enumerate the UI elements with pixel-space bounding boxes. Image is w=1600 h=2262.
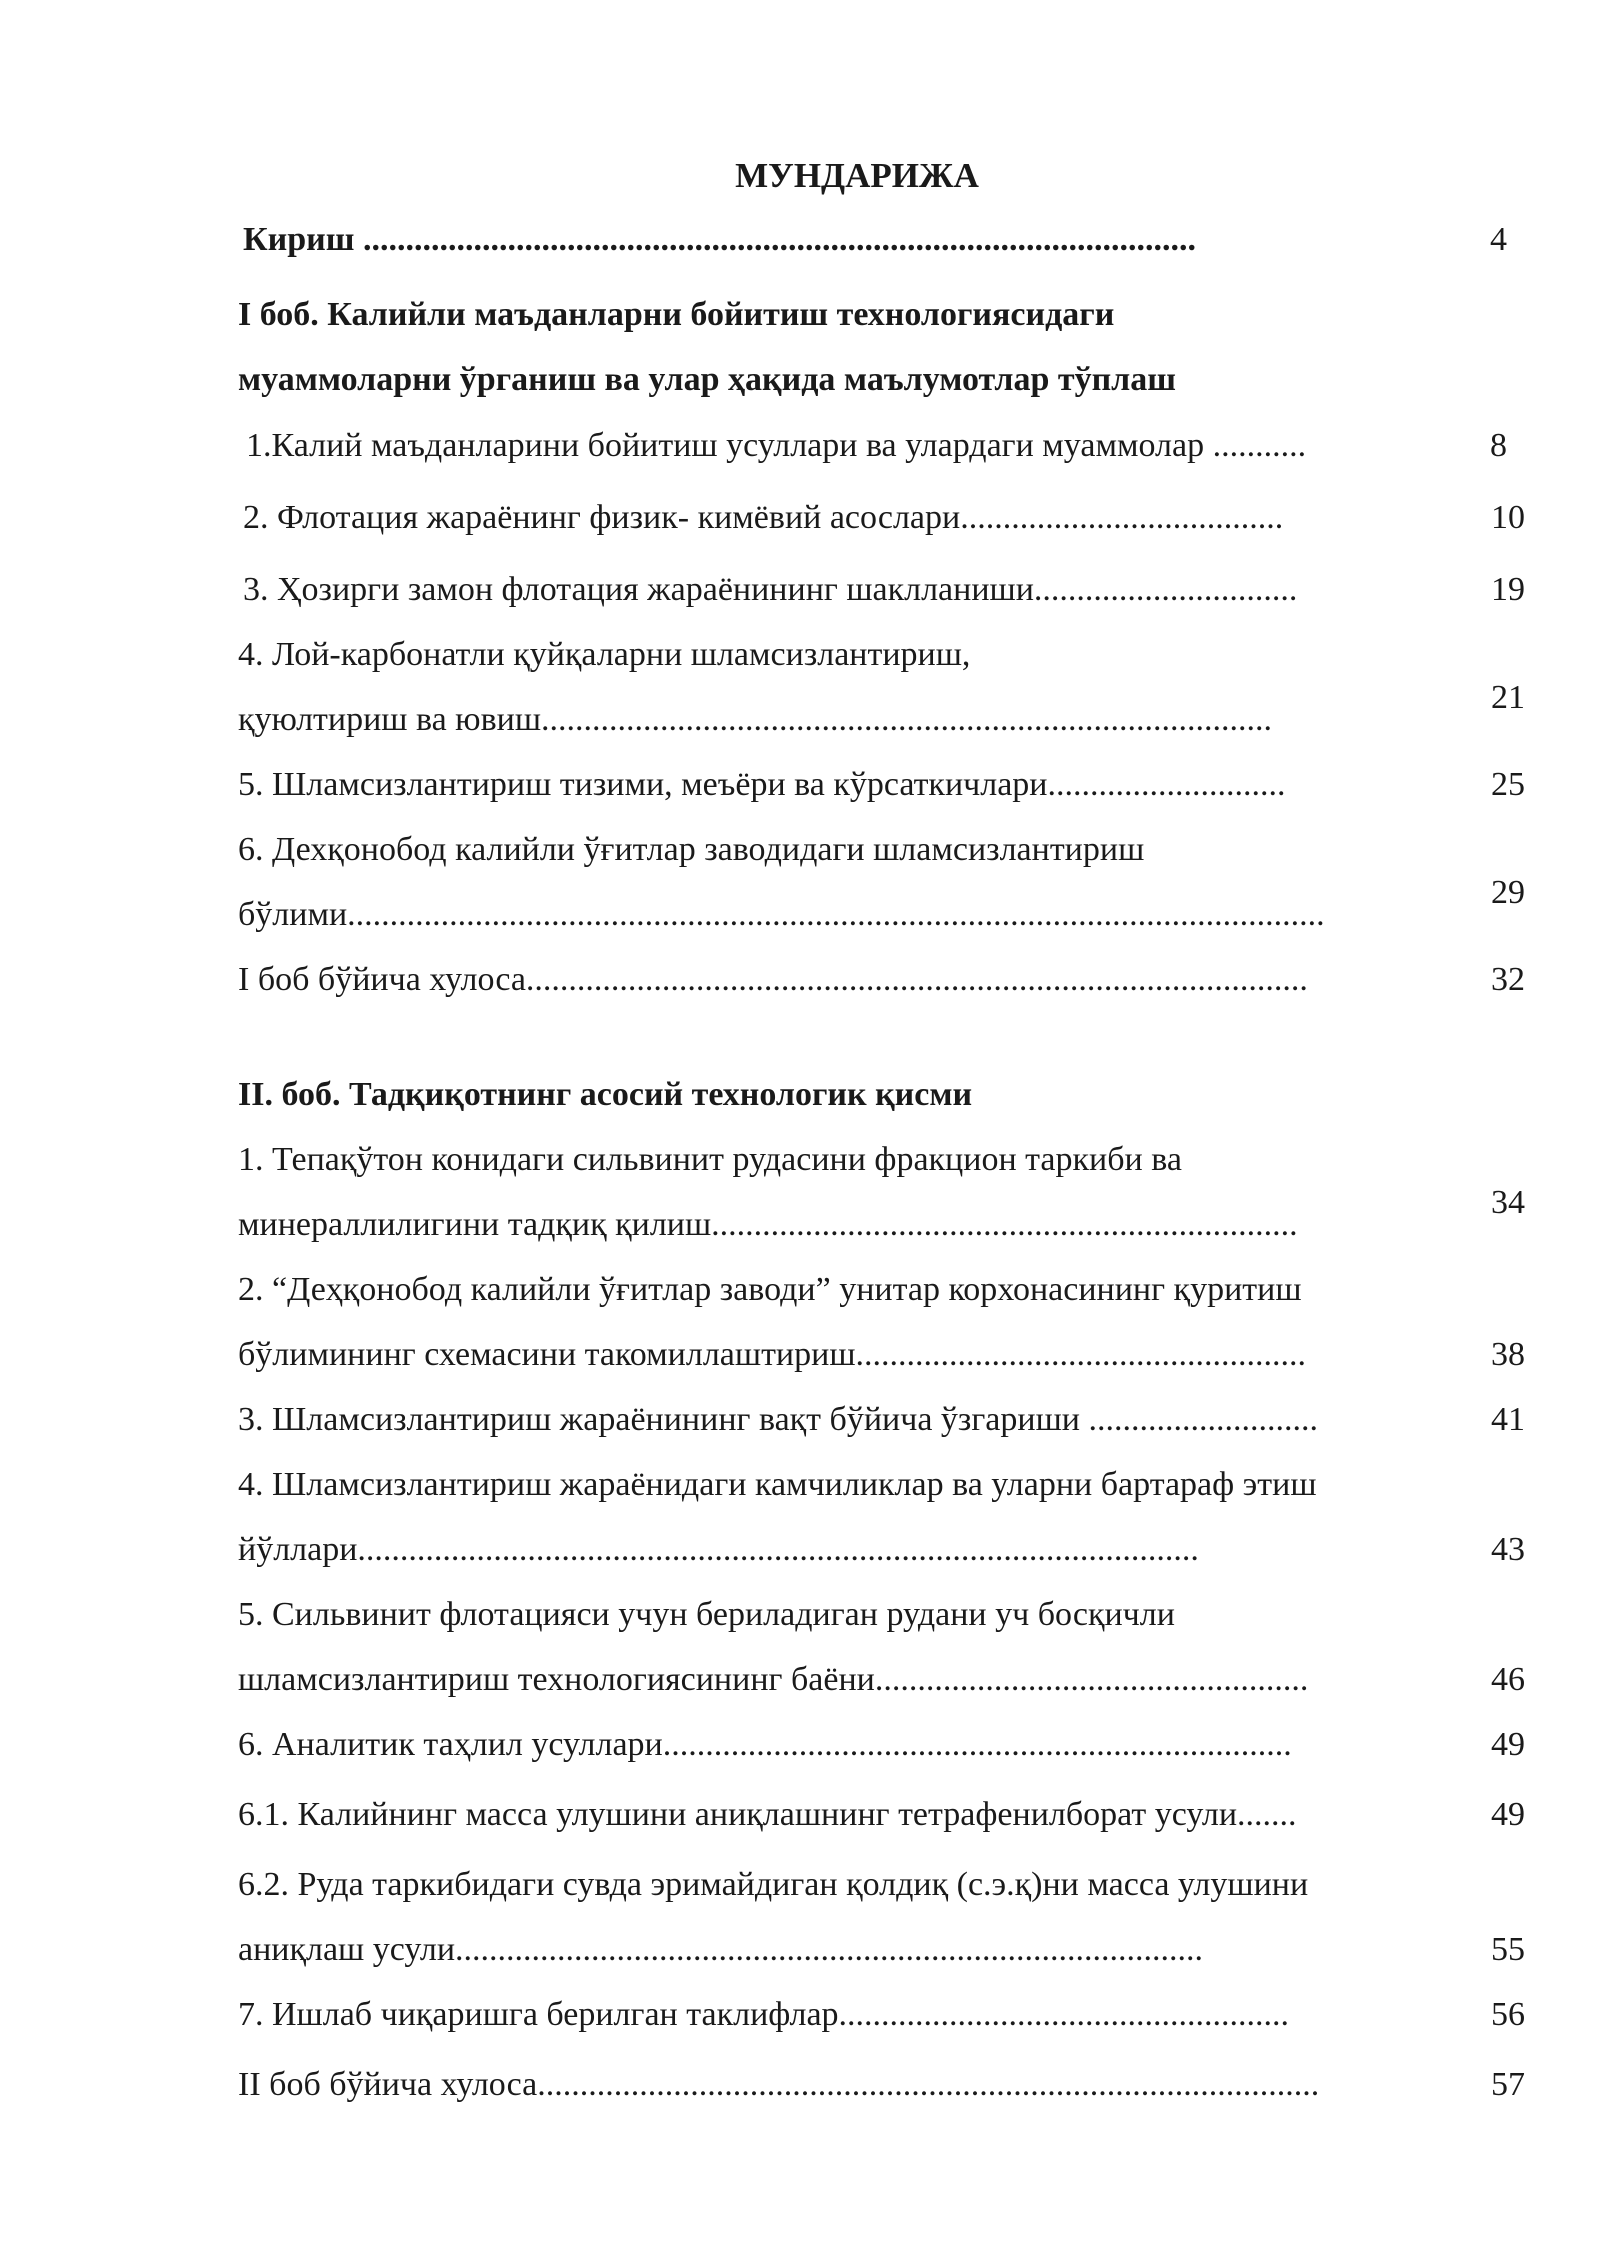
- chapter-heading-line: муаммоларни ўрганиш ва улар ҳақида маълумотлар тўплаш: [238, 361, 1176, 398]
- chapter-heading-line: II. боб. Тадқиқотнинг асосий технологик қисми: [238, 1076, 973, 1113]
- toc-page-number: 46: [1491, 1661, 1525, 1698]
- toc-page-number: 43: [1491, 1531, 1525, 1568]
- toc-entry: 1.Калий маъданларини бойитиш усуллари ва улардаги муаммолар ...........: [246, 427, 1307, 464]
- toc-page-number: 38: [1491, 1336, 1525, 1373]
- toc-entry: 4. Лой-карбонатли қуйқаларни шламсизлантириш,: [238, 636, 971, 673]
- toc-page-number: 19: [1491, 571, 1525, 608]
- toc-entry: II боб бўйича хулоса............................................................................................: [238, 2066, 1320, 2103]
- toc-entry: 7. Ишлаб чиқаришга берилган таклифлар.....................................................: [238, 1996, 1290, 2033]
- toc-page-number: 29: [1491, 874, 1525, 911]
- toc-page-number: 49: [1491, 1726, 1525, 1763]
- toc-entry: I боб бўйича хулоса............................................................................................: [238, 961, 1308, 998]
- toc-page-number: 41: [1491, 1401, 1525, 1438]
- toc-entry: 6. Аналитик таҳлил усуллари..........................................................................: [238, 1726, 1292, 1763]
- toc-page-number: 32: [1491, 961, 1525, 998]
- toc-entry: 5. Шламсизлантириш тизими, меъёри ва кўрсаткичлари............................: [238, 766, 1286, 803]
- toc-page-number: 57: [1491, 2066, 1525, 2103]
- page-title: МУНДАРИЖА: [735, 156, 979, 195]
- toc-entry: аниқлаш усули........................................................................................: [238, 1931, 1204, 1968]
- toc-entry: бўлимининг схемасини такомиллаштириш.....................................................: [238, 1336, 1306, 1373]
- toc-page-number: 55: [1491, 1931, 1525, 1968]
- toc-entry: қуюлтириш ва ювиш......................................................................................: [238, 701, 1272, 738]
- toc-page-number: 10: [1491, 499, 1525, 536]
- toc-page-number: 34: [1491, 1184, 1525, 1221]
- toc-entry: 6.2. Руда таркибидаги сувда эримайдиган қолдиқ (с.э.қ)ни масса улушини: [238, 1866, 1309, 1903]
- toc-page-number: 21: [1491, 679, 1525, 716]
- toc-entry-intro-label: Кириш ..................................................................................................: [243, 221, 1196, 258]
- toc-entry: 1. Тепақўтон конидаги сильвинит рудасини фракцион таркиби ва: [238, 1141, 1182, 1178]
- toc-entry: 2. “Деҳқонобод калийли ўғитлар заводи” унитар корхонасининг қуритиш: [238, 1271, 1302, 1308]
- toc-page-number: 4: [1490, 221, 1507, 258]
- toc-page-number: 25: [1491, 766, 1525, 803]
- toc-entry: 6. Дехқонобод калийли ўғитлар заводидаги шламсизлантириш: [238, 831, 1145, 868]
- toc-entry: шламсизлантириш технологиясининг баёни...................................................: [238, 1661, 1309, 1698]
- toc-page-number: 56: [1491, 1996, 1525, 2033]
- toc-entry: 3. Шламсизлантириш жараёнининг вақт бўйича ўзгариши ...........................: [238, 1401, 1318, 1438]
- toc-entry: 6.1. Калийнинг масса улушини аниқлашнинг тетрафенилборат усули.......: [238, 1796, 1297, 1833]
- toc-entry: минераллилигини тадқиқ қилиш.....................................................................: [238, 1206, 1298, 1243]
- toc-entry: бўлими...................................................................................................................: [238, 896, 1325, 933]
- toc-entry: 2. Флотация жараёнинг физик- кимёвий асослари......................................: [243, 499, 1284, 536]
- toc-entry: 3. Ҳозирги замон флотация жараёнининг шаклланиши...............................: [243, 571, 1298, 608]
- toc-page-number: 49: [1491, 1796, 1525, 1833]
- toc-entry: йўллари...................................................................................................: [238, 1531, 1199, 1568]
- toc-entry: 4. Шламсизлантириш жараёнидаги камчиликлар ва уларни бартараф этиш: [238, 1466, 1317, 1503]
- toc-page-number: 8: [1490, 427, 1507, 464]
- toc-entry: 5. Сильвинит флотацияси учун бериладиган рудани уч босқичли: [238, 1596, 1175, 1633]
- chapter-heading-line: I боб. Калийли маъданларни бойитиш технологиясидаги: [238, 296, 1115, 333]
